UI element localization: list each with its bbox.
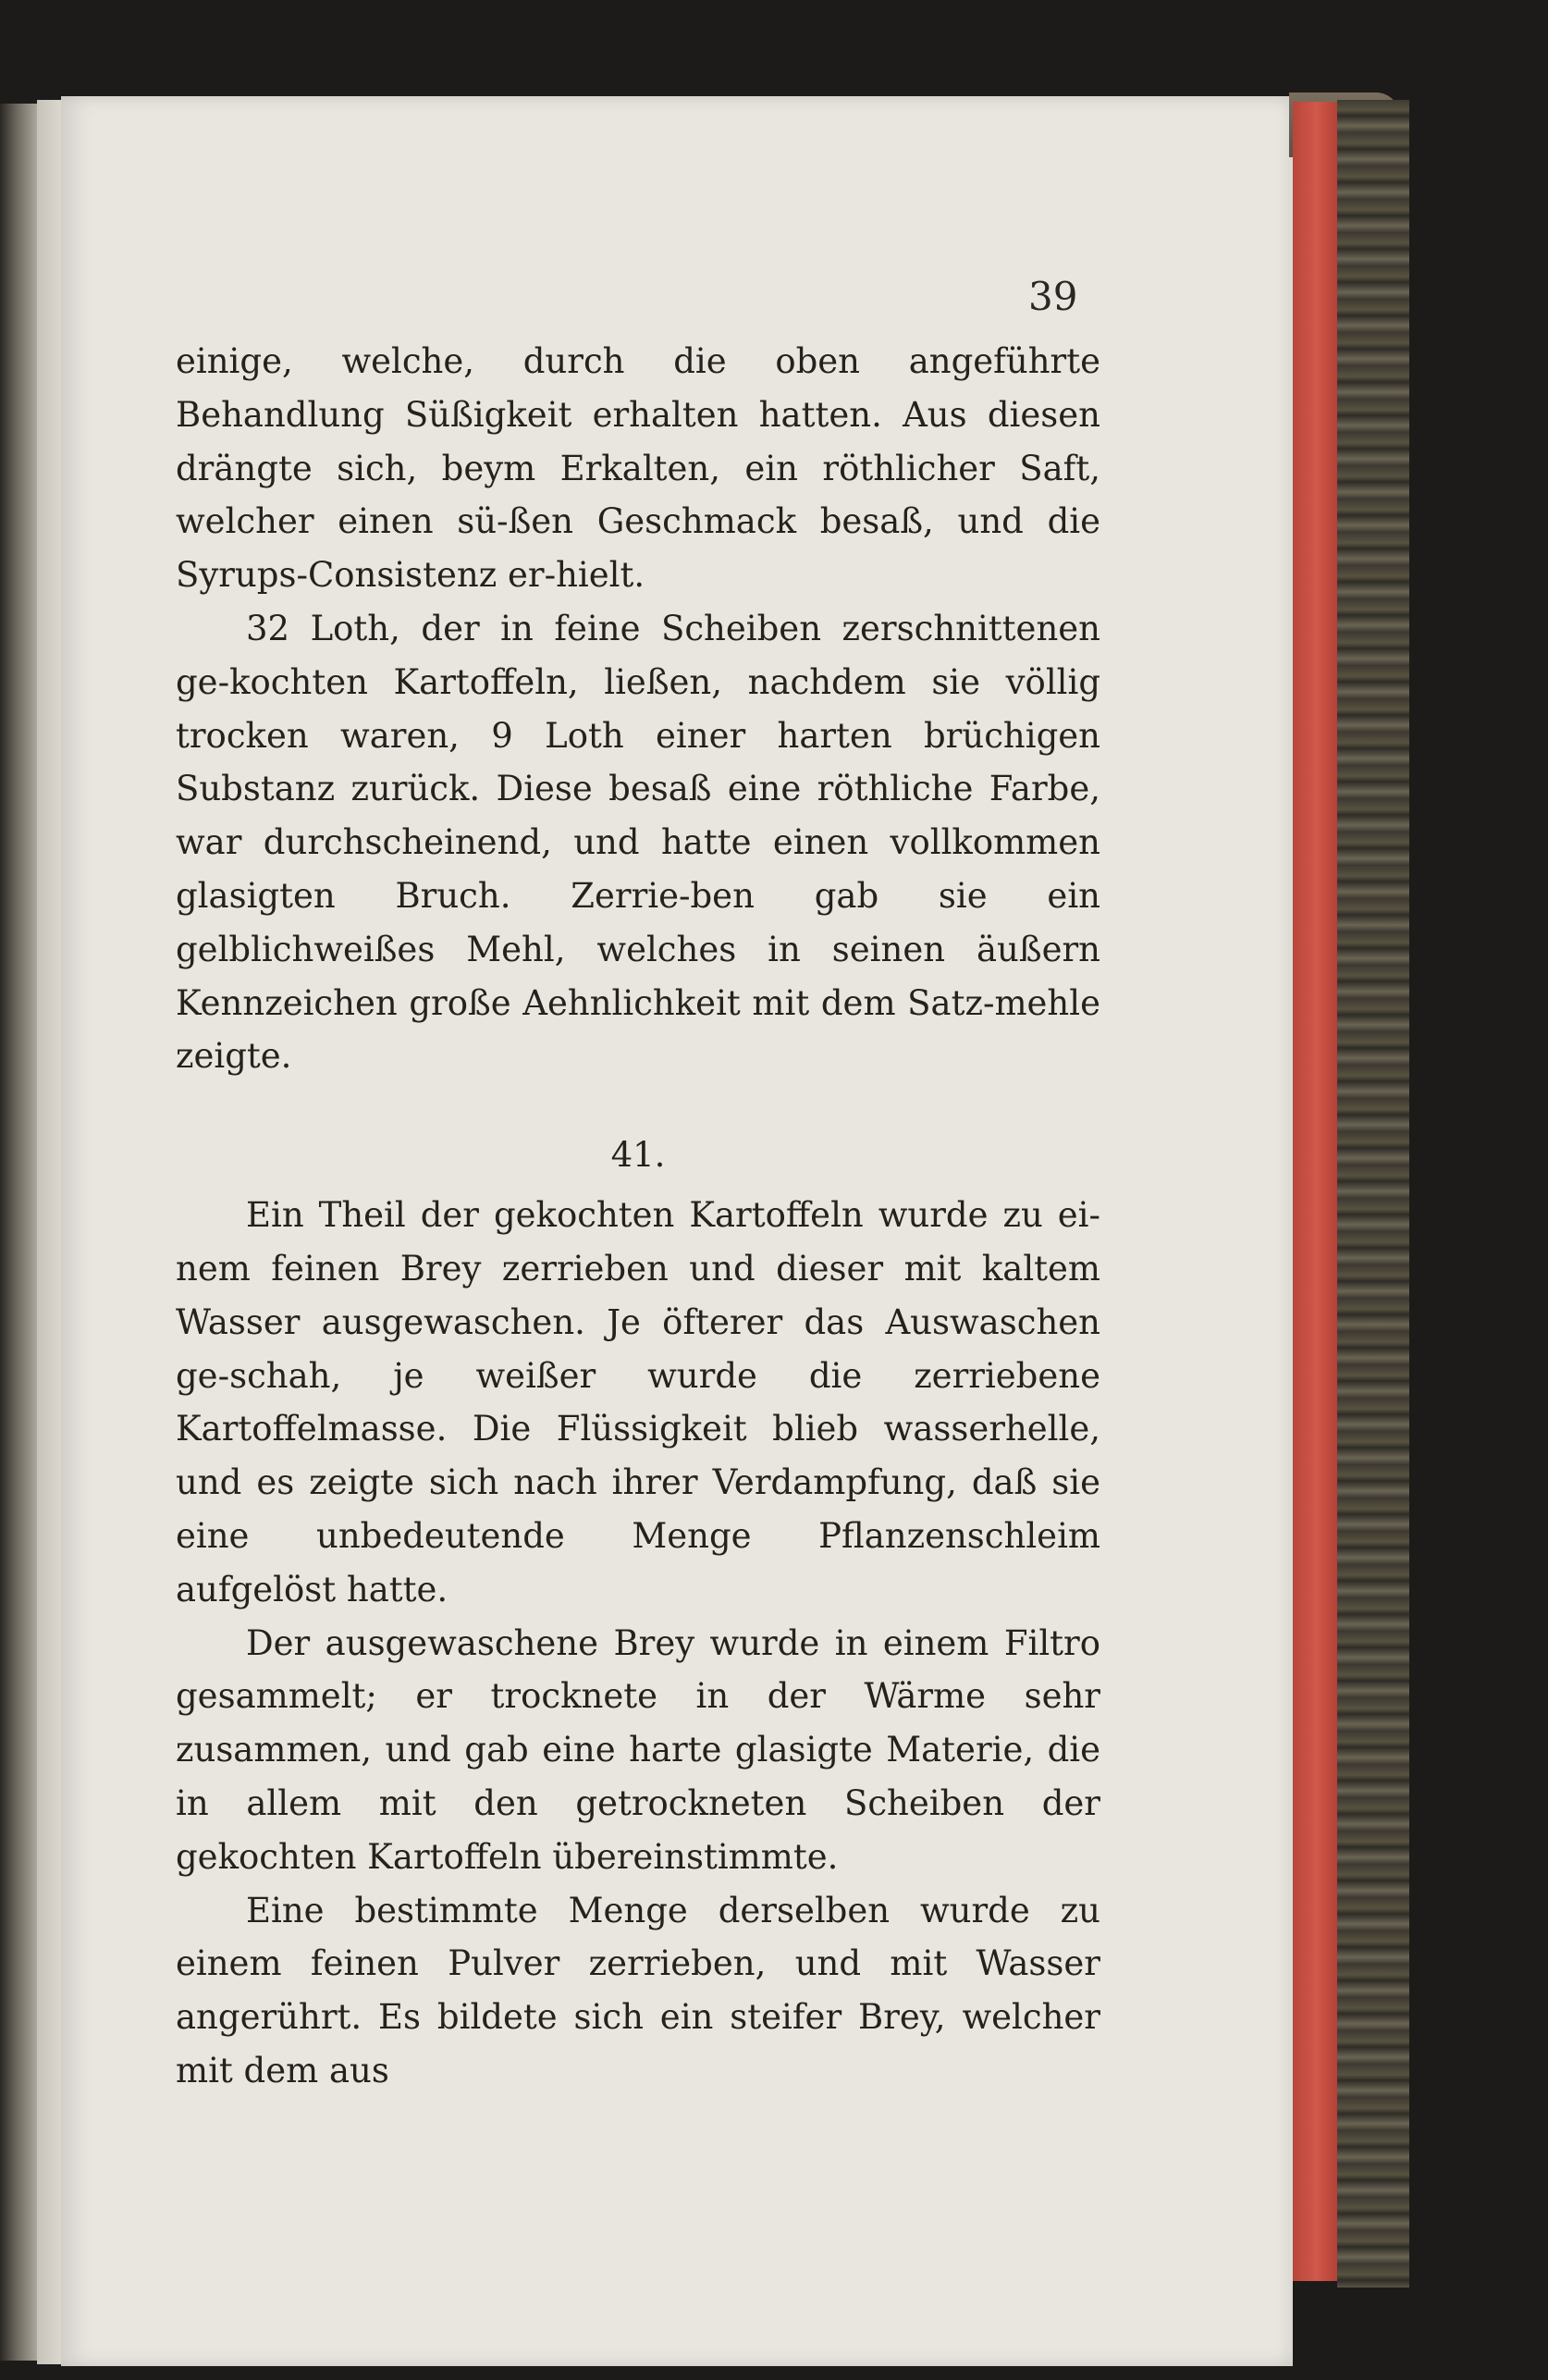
section-number: 41. bbox=[610, 1135, 666, 1176]
book-cover-spine bbox=[1337, 100, 1409, 2288]
page-number: 39 bbox=[1028, 274, 1078, 319]
section-paragraph-3: Eine bestimmte Menge derselben wurde zu einem feinen Pulver zerrieben, und mit Wasser angerührt. Es bildete sich ein steifer Brey, welcher mit dem aus bbox=[176, 1890, 1100, 2090]
paragraph-2: 32 Loth, der in feine Scheiben zerschnittenen ge-kochten Kartoffeln, ließen, nachdem sie völlig trocken waren, 9 Loth einer harten brüchigen Substanz zurück. Diese besaß eine röthliche Farbe, war durchscheinend, und hatte einen vollkommen glasigten Bruch. Zerrie-ben gab sie ein gelblichweißes Mehl, welches in seinen äußern Kennzeichen große Aehnlichkeit mit dem Satz-mehle zeigte. bbox=[176, 608, 1100, 1077]
paragraph-1: einige, welche, durch die oben angeführte Behandlung Süßigkeit erhalten hatten. Aus diesen drängte sich, beym Erkalten, ein röthlicher Saft, welcher einen sü-ßen Geschmack besaß, und die Syrups-Consistenz er-hielt. bbox=[176, 341, 1100, 596]
section-paragraph-1: Ein Theil der gekochten Kartoffeln wurde zu ei-nem feinen Brey zerrieben und dieser mit kaltem Wasser ausgewaschen. Je öfterer das Auswaschen ge-schah, je weißer wurde die zerriebene Kartoffelmasse. Die Flüssigkeit blieb wasserhelle, und es zeigte sich nach ihrer Verdampfung, daß sie eine unbedeutende Menge Pflanzenschleim aufgelöst hatte. bbox=[176, 1195, 1100, 1609]
section-paragraph-2: Der ausgewaschene Brey wurde in einem Filtro gesammelt; er trocknete in der Wärme sehr zusammen, und gab eine harte glasigte Materie, die in allem mit den getrockneten Scheiben der gekochten Kartoffeln übereinstimmte. bbox=[176, 1622, 1100, 1877]
page-text bbox=[176, 335, 1100, 2098]
